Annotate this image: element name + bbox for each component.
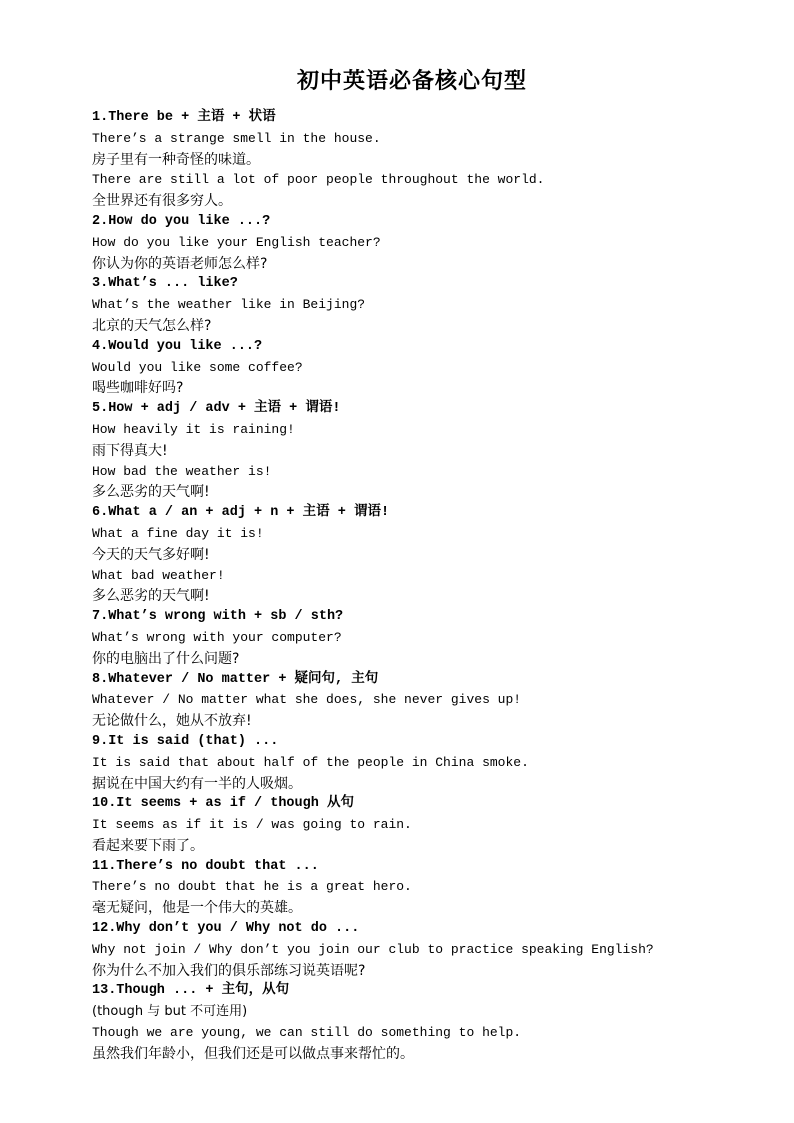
document-page (92, 64, 732, 1065)
pattern-heading: 4.Would you like ...? (92, 338, 263, 354)
english-example: What’s the weather like in Beijing? (92, 297, 366, 313)
english-example: What’s wrong with your computer? (92, 629, 342, 645)
pattern-heading: 9.It is said (that) ... (92, 733, 279, 749)
chinese-translation: 今天的天气多好啊! (92, 546, 210, 563)
pattern-heading: 8.Whatever / No matter + 疑问句, 主句 (92, 671, 379, 687)
chinese-translation: 毫无疑问，他是一个伟大的英雄。 (92, 900, 302, 917)
chinese-translation: 无论做什么，她从不放弃! (92, 713, 252, 730)
chinese-translation: 北京的天气怎么样? (92, 317, 212, 334)
pattern-heading: 6.What a / an + adj + n + 主语 + 谓语! (92, 505, 390, 521)
chinese-translation: 喝些咖啡好吗? (92, 380, 184, 397)
english-example: Why not join / Why don’t you join our club to practice speaking English? (92, 941, 654, 957)
english-example: There’s a strange smell in the house. (92, 130, 381, 146)
english-example: How do you like your English teacher? (92, 234, 381, 250)
pattern-heading: 13.Though ... + 主句，从句 (92, 983, 290, 999)
english-example: There’s no doubt that he is a great hero. (92, 879, 412, 895)
english-example: There are still a lot of poor people throughout the world. (92, 172, 545, 188)
english-example: What a fine day it is! (92, 525, 264, 541)
english-example: Though we are young, we can still do something to help. (92, 1025, 522, 1041)
chinese-translation: 多么恶劣的天气啊! (92, 588, 210, 605)
chinese-translation: 你为什么不加入我们的俱乐部练习说英语呢? (92, 962, 366, 979)
pattern-heading: 11.There’s no doubt that ... (92, 858, 319, 874)
chinese-translation: 据说在中国大约有一半的人吸烟。 (92, 775, 302, 792)
pattern-heading: 10.It seems + as if / though 从句 (92, 796, 354, 812)
chinese-translation: 你的电脑出了什么问题? (92, 650, 240, 667)
pattern-heading: 12.Why don’t you / Why not do ... (92, 921, 360, 937)
pattern-heading: 3.What’s ... like? (92, 276, 238, 292)
pattern-heading: 2.How do you like ...? (92, 213, 271, 229)
chinese-translation: 全世界还有很多穷人。 (92, 193, 232, 210)
english-example: How bad the weather is! (92, 463, 272, 479)
document-title: 初中英语必备核心句型 (296, 68, 527, 94)
chinese-translation: 看起来要下雨了。 (92, 837, 204, 854)
chinese-translation: 房子里有一种奇怪的味道。 (92, 151, 260, 168)
pattern-heading: 7.What’s wrong with + sb / sth? (92, 609, 344, 625)
pattern-heading: 1.There be + 主语 + 状语 (92, 110, 276, 125)
english-example: How heavily it is raining! (92, 421, 295, 437)
chinese-translation: 雨下得真大! (92, 442, 168, 459)
sentence-pattern-list (92, 108, 732, 1065)
english-example: What bad weather! (92, 567, 225, 583)
chinese-translation: 你认为你的英语老师怎么样? (92, 255, 268, 272)
chinese-translation: 多么恶劣的天气啊! (92, 484, 210, 501)
english-example: Whatever / No matter what she does, she never gives up! (92, 692, 522, 708)
usage-note: (though 与 but 不可连用) (92, 1004, 248, 1020)
english-example: Would you like some coffee? (92, 359, 303, 375)
english-example: It seems as if it is / was going to rain. (92, 817, 412, 833)
chinese-translation: 虽然我们年龄小，但我们还是可以做点事来帮忙的。 (92, 1045, 414, 1062)
pattern-heading: 5.How + adj / adv + 主语 + 谓语! (92, 401, 341, 417)
english-example: It is said that about half of the people in China smoke. (92, 754, 529, 770)
